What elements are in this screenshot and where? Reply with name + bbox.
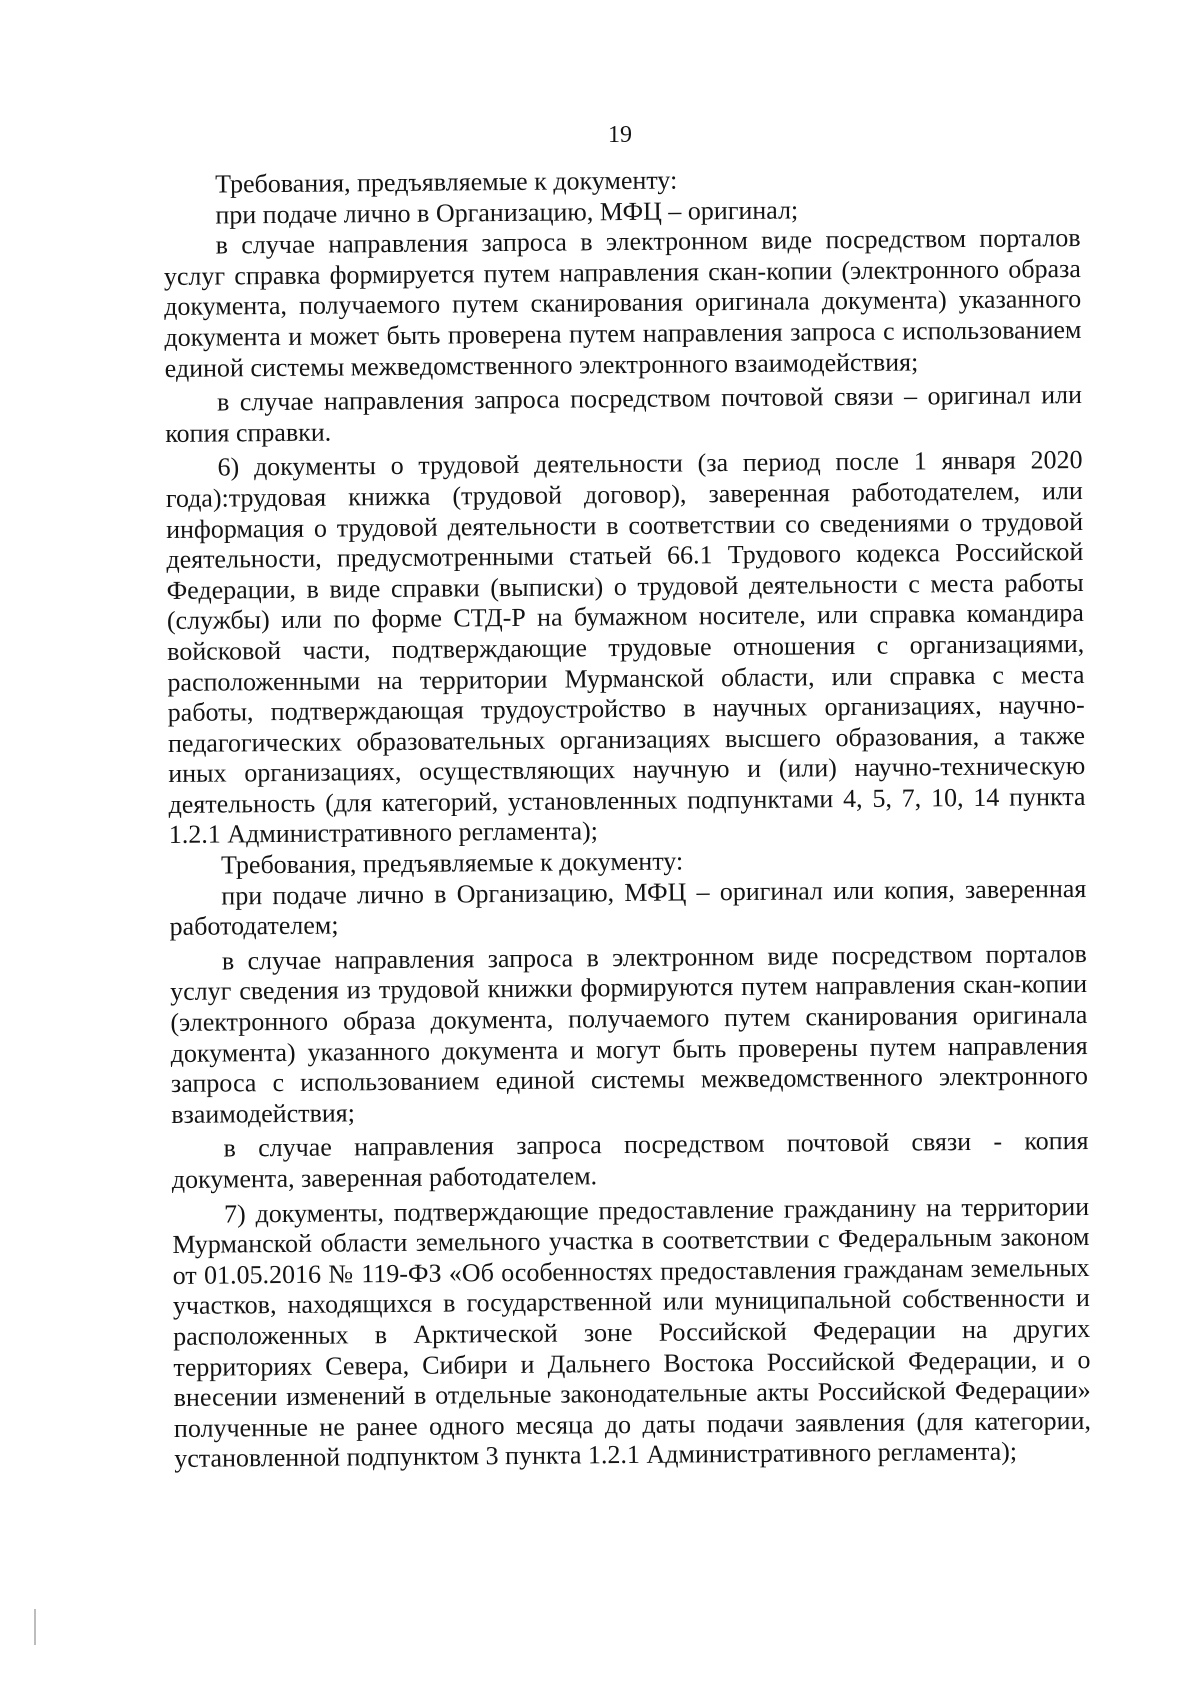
paragraph-requirements-heading: Требования, предъявляемые к документу: xyxy=(214,165,678,199)
paragraph-in-person-original: при подаче лично в Организацию, МФЦ – оригинал; xyxy=(215,195,799,230)
paragraph-postal-copy: в случае направления запроса посредством почтовой связи - копия документа, заверенная работодателем. xyxy=(171,1126,1089,1194)
paragraph-postal-certificate: в случае направления запроса посредством почтовой связи – оригинал или копия справки. xyxy=(165,380,1083,448)
scan-edge-mark xyxy=(34,1609,36,1645)
page-number: 19 xyxy=(608,122,632,148)
paragraph-requirements-heading-2: Требования, предъявляемые к документу: xyxy=(220,846,684,880)
paragraph-item-7-land-plot: 7) документы, подтверждающие предоставление гражданину на территории Мурманской области земельного участка в соответствии с Федеральным законом от 01.05.2016 № 119-ФЗ «Об особенностях предоставления гражданам земельных участков, находящихся в государственной или муниципальной собственности и расположенных в Арктической зоне Российской Федерации на других территориях Севера, Сибири и Дальнего Востока Российской Федерации, и о внесении изменений в отдельные законодательные акты Российской Федерации» полученные не ранее одного месяца до даты подачи заявления (для категории, установленной подпунктом 3 пункта 1.2.1 Административного регламента); xyxy=(172,1191,1092,1474)
document-body xyxy=(163,162,1091,1475)
paragraph-electronic-labor-book: в случае направления запроса в электронном виде посредством порталов услуг сведения из трудовой книжки формируются путем направления скан-копии (электронного образа документа, получаемого путем сканирования оригинала документа) указанного документа и могут быть проверены путем направления запроса с использованием единой системы межведомственного электронного взаимодействия; xyxy=(170,938,1089,1129)
paragraph-item-6-labor-documents: 6) документы о трудовой деятельности (за период после 1 января 2020 года):трудовая книжка (трудовой договор), заверенная работодателем, или информация о трудовой деятельности в соответствии со сведениями о трудовой деятельности, предусмотренными статьей 66.1 Трудового кодекса Российской Федерации, в виде справки (выписки) о трудовой деятельности с места работы (службы) или по форме СТД-Р на бумажном носителе, или справка командира войсковой части, подтверждающие трудовые отношения с организациями, расположенными на территории Мурманской области, или справка с места работы, подтверждающая трудоустройство в научных организациях, научно-педагогических образовательных организациях высшего образования, а также иных организациях, осуществляющих научную и (или) научно-техническую деятельность (для категорий, установленных подпунктами 4, 5, 7, 10, 14 пункта 1.2.1 Административного регламента); xyxy=(165,445,1086,850)
paragraph-electronic-certificate: в случае направления запроса в электронном виде посредством порталов услуг справка формируется путем направления скан-копии (электронного образа документа, получаемого путем сканирования оригинала документа) указанного документа и может быть проверена путем направления запроса с использованием единой системы межведомственного электронного взаимодействия; xyxy=(163,223,1082,383)
paragraph-in-person-original-or-copy: при подаче лично в Организацию, МФЦ – оригинал или копия, заверенная работодателем; xyxy=(169,873,1087,942)
